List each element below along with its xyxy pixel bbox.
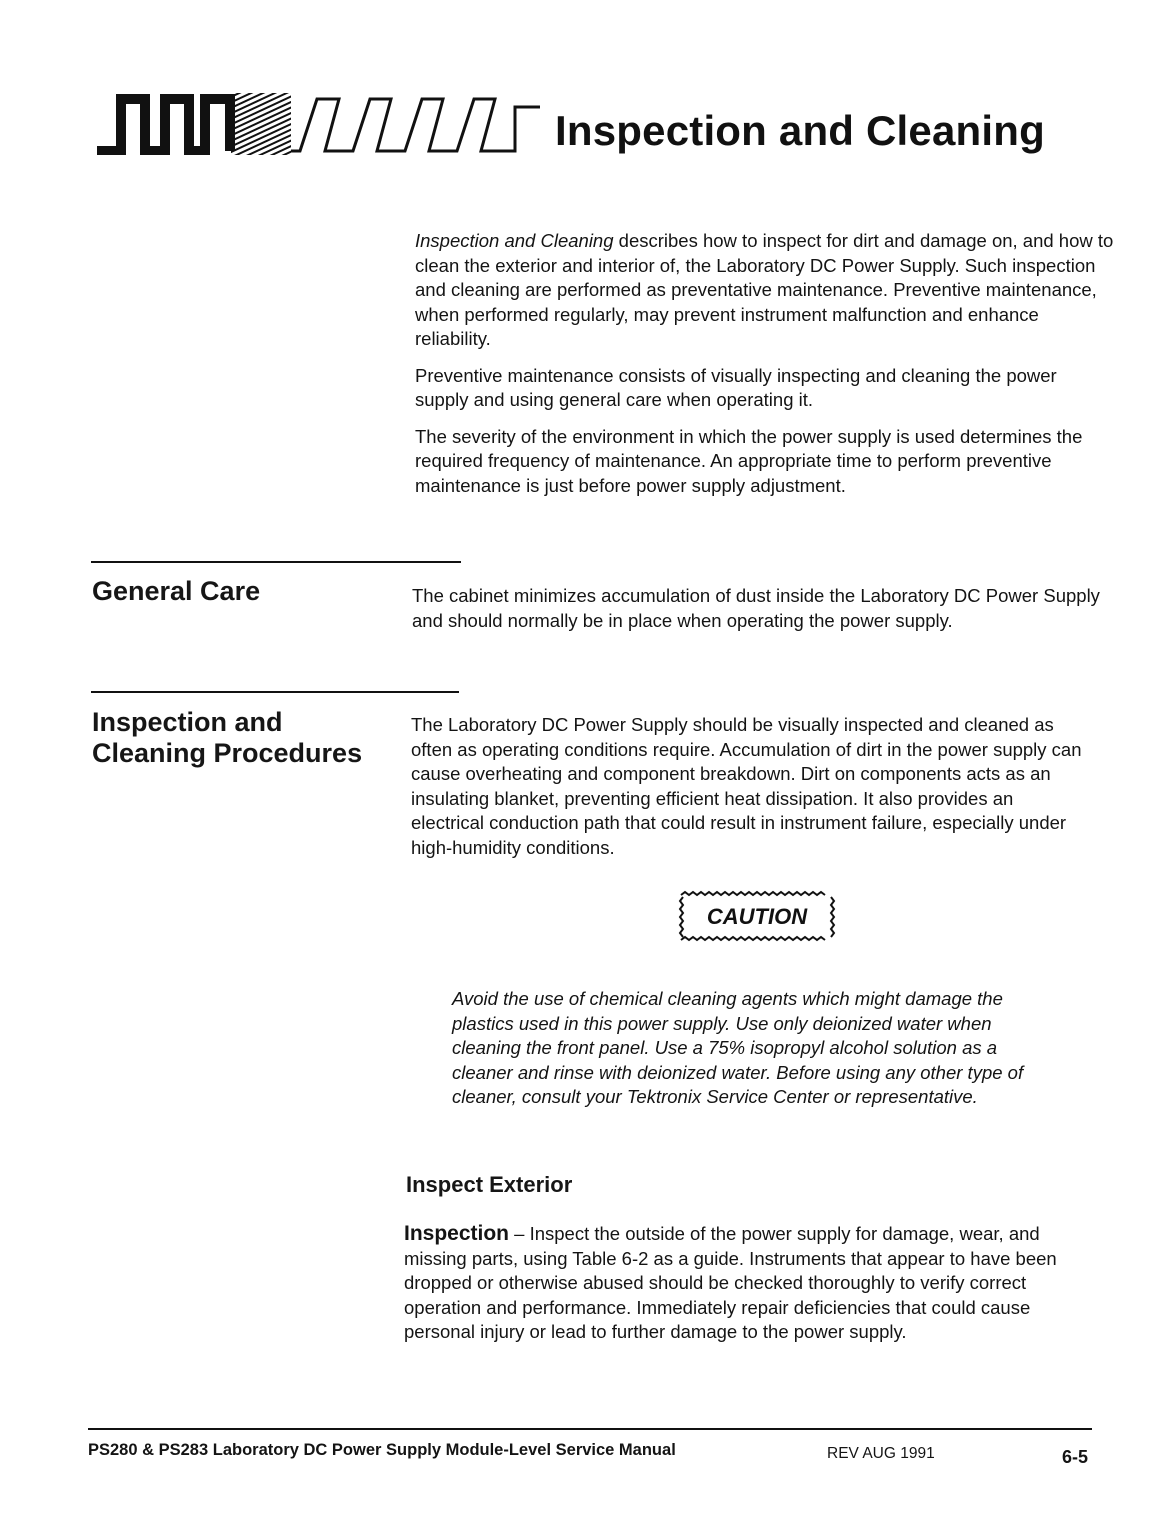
procedures-heading-line-1: Inspection and (92, 707, 283, 737)
intro-paragraph-1-text: describes how to inspect for dirt and damage on, and how to clean the exterior and interior of, the Laboratory DC Power Supply. Such inspection and cleaning are performed as preventative maintenance. Preventive maintenance, when performed regularly, may prevent instrument malfunction and enhance reliability. (415, 230, 1114, 349)
intro-paragraph-2: Preventive maintenance consists of visually inspecting and cleaning the power supply and using general care when operating it. (415, 364, 1057, 410)
inspection-run-in: Inspection (404, 1222, 510, 1245)
intro-italic-lead: Inspection and Cleaning (415, 230, 614, 251)
square-wave-logo-icon (95, 93, 545, 155)
footer-page-number: 6-5 (1062, 1447, 1089, 1467)
general-care-text: The cabinet minimizes accumulation of dust inside the Laboratory DC Power Supply and should normally be in place when operating the power supply. (412, 585, 1100, 631)
intro-section (415, 229, 1115, 510)
intro-paragraph-1 (415, 229, 1115, 352)
procedures-heading-line-2: Cleaning Procedures (92, 738, 363, 768)
section-divider (91, 691, 459, 693)
caution-label: CAUTION (706, 904, 808, 929)
inspection-dash: – (509, 1223, 530, 1244)
inspection-paragraph (404, 1222, 1104, 1345)
intro-paragraph-3: The severity of the environment in which the power supply is used determines the required frequency of maintenance. An appropriate time to perform preventive maintenance is just before power supply adjustment. (415, 425, 1083, 496)
section-divider (91, 561, 461, 563)
general-care-heading: General Care (92, 576, 261, 606)
procedures-heading (92, 707, 362, 769)
footer-manual-title: PS280 & PS283 Laboratory DC Power Supply Module-Level Service Manual (88, 1441, 676, 1459)
caution-box (678, 890, 836, 944)
inspect-exterior-heading: Inspect Exterior (406, 1172, 573, 1197)
procedures-text: The Laboratory DC Power Supply should be visually inspected and cleaned as often as operating conditions require. Accumulation of dirt in the power supply can cause overheating and component breakdown. Dirt on components acts as an insulating blanket, preventing efficient heat dissipation. It also provides an electrical conduction path that could result in instrument failure, especially under high-humidity conditions. (411, 714, 1082, 858)
inspection-text: Inspect the outside of the power supply for damage, wear, and missing parts, using Table 6-2 as a guide. Instruments that appear to have been dropped or otherwise abused should be checked thoroughly to verify correct operation and performance. Immediately repair deficiencies that could cause personal injury or lead to further damage to the power supply. (404, 1223, 1057, 1342)
footer-divider (88, 1428, 1092, 1430)
footer-revision: REV AUG 1991 (827, 1445, 935, 1462)
page-title: Inspection and Cleaning (555, 107, 1045, 154)
caution-text: Avoid the use of chemical cleaning agents which might damage the plastics used in this power supply. Use only deionized water when cleaning the front panel. Use a 75% isopropyl alcohol solution as a cleaner and rinse with deionized water. Before using any other type of cleaner, consult your Tektronix Service Center or representative. (452, 988, 1024, 1107)
